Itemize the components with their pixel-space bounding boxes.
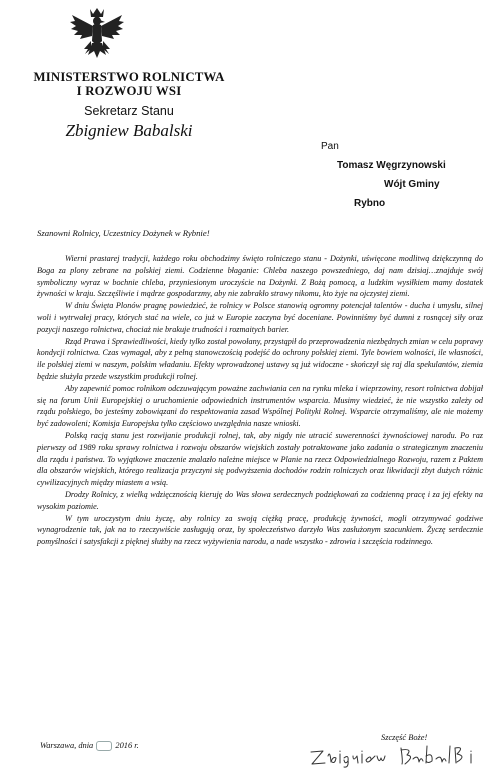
addressee-place: Rybno xyxy=(354,198,386,209)
paragraph: W dniu Święta Plonów pragnę powiedzieć, że rolnicy w Polsce stanowią ogromny potencjał talentów - ducha i umysłu, silnej woli i wytrwałej pracy, których stać na wiele, co już w Europie zaczyna być doceniane. Powinniśmy być dumni z rosnącej siły oraz pozycji naszego rolnictwa, chociaż nie brakuje trudności i rozmaitych barier. xyxy=(37,301,483,334)
date-year: 2016 r. xyxy=(115,741,139,750)
date-stamp-icon xyxy=(96,741,112,751)
ministry-name xyxy=(19,70,239,98)
paragraph: Aby zapewnić pomoc rolnikom odczuwającym poważne zachwiania cen na rynku mleka i wieprzowiny, resort rolnictwa dobijał się na forum Unii Europejskiej o uruchomienie odpowiednich instrumentów wsparcia. Musimy wiedzieć, że nie wszystko zależy od rządu polskiego, bo jesteśmy zobowiązani do respektowania zasad Wspólnej Polityki Rolnej. Wsparcie otrzymaliśmy, ale nie możemy być zadowoleni; Komisja Europejska tylko częściowo uwzględnia nasze wnioski. xyxy=(37,383,483,429)
sender-role: Sekretarz Stanu xyxy=(84,104,174,118)
paragraph: Polską racją stanu jest rozwijanie produkcji rolnej, tak, aby nigdy nie utracić suwerenności żywnościowej narodu. Po raz pierwszy od 1989 roku sprawy rolnictwa i rozwoju obszarów wiejskich zostały potraktowane jako zadania o strategicznym znaczeniu dla rządu i państwa. To wyjątkowe znaczenie znalazło należne miejsce w Planie na rzecz Odpowiedzialnego Rozwoju, razem z Paktem dla obszarów wiejskich, którego realizacja przyczyni się podwyższenia dochodów rodzin rolniczych oraz likwidacji zbyt dużych różnic cywilizacyjnych między miastem a wsią. xyxy=(37,430,483,488)
polish-eagle-emblem xyxy=(66,5,128,67)
place-and-date xyxy=(40,741,139,751)
addressee-position: Wójt Gminy xyxy=(384,179,440,190)
paragraph: Wierni prastarej tradycji, każdego roku obchodzimy święto rolniczego stanu - Dożynki, uświęcone modlitwą dziękczynną do Boga za plony zebrane na polskiej ziemi. Codzienne błaganie: Chleba naszego powszedniego, daj nam dzisiaj…znajduje swój symboliczny wyraz w bochnie chleba, przyniesionym uroczyście na Dożynki. Z Bożą pomocą, a ludzkim wysiłkiem mamy dostatek żywności w kraju. Szczęśliwie i mądrze gospodarzmy, aby nie zabrakło strawy nikomu, kto żyje na ojczystej ziemi. xyxy=(37,254,483,299)
paragraph: W tym uroczystym dniu życzę, aby rolnicy za swoją ciężką pracę, produkcję żywności, mogli otrzymywać godziwe wynagrodzenie tak, jak na to rzeczywiście zasługują oraz, by społeczeństwo darzyło Was zasłużonym szacunkiem. Życzę serdecznie pomyślności i satysfakcji z pięknej służby na rzecz wyżywienia narodu, a nade wszystko - zdrowia i szczęścia rodzinnego. xyxy=(37,513,483,547)
paragraph: Drodzy Rolnicy, z wielką wdzięcznością kieruję do Was słowa serdecznych podziękowań za codzienną pracę i za jej efekty na wysokim poziomie. xyxy=(37,489,483,511)
place-prefix: Warszawa, dnia xyxy=(40,741,94,750)
ministry-line-2: I ROZWOJU WSI xyxy=(76,84,182,98)
addressee-title: Pan xyxy=(321,141,339,152)
ministry-line-1: MINISTERSTWO ROLNICTWA xyxy=(33,70,225,84)
paragraph: Rząd Prawa i Sprawiedliwości, kiedy tylko został powołany, przystąpił do przeprowadzenia niezbędnych zmian w celu poprawy kondycji rolnictwa. Czas wymagał, aby z pełną stanowczością podejść do ochrony polskiej ziemi. Tyle bowiem wolności, ile własności, ile polskiej ziemi w naszym, polskim władaniu. Efekty wprowadzonej ustawy są już widoczne - skończył się raj dla spekulantów, ziemia będzie służyła przede wszystkim produkcji rolnej. xyxy=(37,336,483,381)
handwritten-signature xyxy=(305,742,480,768)
closing-greeting: Szczęść Boże! xyxy=(381,733,428,742)
salutation: Szanowni Rolnicy, Uczestnicy Dożynek w Rybnie! xyxy=(37,228,210,238)
letter-body xyxy=(37,253,483,548)
addressee-block xyxy=(321,137,446,213)
sender-name: Zbigniew Babalski xyxy=(65,121,193,140)
addressee-name: Tomasz Węgrzynowski xyxy=(337,160,446,171)
